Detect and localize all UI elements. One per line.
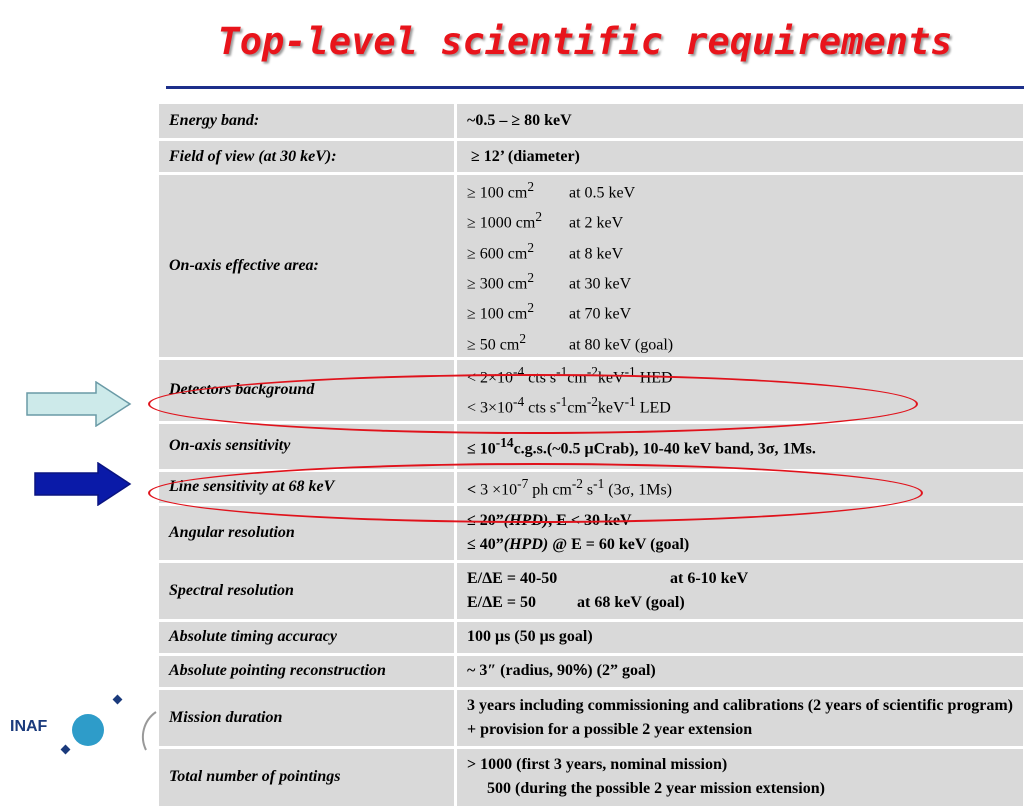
area-line: ≥ 100 $cm^2$ at 0.5 keV bbox=[467, 175, 1013, 205]
inaf-logo-text: INAF bbox=[10, 718, 47, 736]
row-value: ≤ $10^{-14}c.g.s.(\sim 0.5$ μCrab), 10-40 keV band, 3σ, 1Ms. bbox=[456, 422, 1024, 470]
inaf-logo-icon bbox=[60, 690, 160, 768]
row-label: Absolute timing accuracy bbox=[158, 620, 456, 654]
area-line: ≥ 100 $cm^2$ at 70 keV bbox=[467, 296, 1013, 326]
row-label: Line sensitivity at 68 keV bbox=[158, 470, 456, 504]
requirements-table bbox=[156, 101, 1024, 809]
row-value: ~ 3″ (radius, 90%) (2” goal) bbox=[456, 654, 1024, 688]
row-value: 3 years including commissioning and calibrations (2 years of scientific program) + provision for a possible 2 year extension bbox=[456, 688, 1024, 747]
row-value: > 1000 (first 3 years, nominal mission) 500 (during the possible 2 year mission extension) bbox=[456, 747, 1024, 807]
row-label: On-axis sensitivity bbox=[158, 422, 456, 470]
row-value: 100 μs (50 μs goal) bbox=[456, 620, 1024, 654]
area-line: ≥ 600 $cm^2$ at 8 keV bbox=[467, 236, 1013, 266]
arrow-right-icon bbox=[26, 381, 132, 427]
row-label: On-axis effective area: bbox=[158, 174, 456, 359]
row-value: ~0.5 – ≥ 80 keV bbox=[456, 103, 1024, 140]
table-row bbox=[158, 103, 1024, 140]
row-value: ≤ 20”(HPD), E < 30 keV ≤ 40”(HPD) @ E = 60 keV (goal) bbox=[456, 504, 1024, 561]
page-title: Top-level scientific requirements bbox=[0, 20, 1024, 63]
row-value bbox=[456, 174, 1024, 359]
row-label: Spectral resolution bbox=[158, 561, 456, 620]
table-row bbox=[158, 174, 1024, 359]
row-label: Field of view (at 30 keV): bbox=[158, 140, 456, 174]
row-label: Detectors background bbox=[158, 358, 456, 422]
background-line: < $3\times 10^{-4}$ cts $s^{-1}cm^{-2}keV^{-1}$ LED bbox=[467, 390, 1013, 420]
table-row bbox=[158, 620, 1024, 654]
row-label: Absolute pointing reconstruction bbox=[158, 654, 456, 688]
table-row bbox=[158, 688, 1024, 747]
row-label: Total number of pointings bbox=[158, 747, 456, 807]
table-row bbox=[158, 140, 1024, 174]
background-line: < $2\times 10^{-4}$ cts $s^{-1}cm^{-2}keV^{-1}$ HED bbox=[467, 360, 1013, 390]
highlight-ellipse-sensitivity bbox=[148, 374, 918, 434]
area-line: ≥ 50 $cm^2$ at 80 keV (goal) bbox=[467, 327, 1013, 357]
row-value: ≥ 12’ (diameter) bbox=[456, 140, 1024, 174]
highlight-ellipse-angular bbox=[148, 463, 923, 523]
table-row bbox=[158, 561, 1024, 620]
table-row bbox=[158, 747, 1024, 807]
table-row bbox=[158, 654, 1024, 688]
row-value: E/ΔE = 40-50 at 6-10 keV E/ΔE = 50 at 68 keV (goal) bbox=[456, 561, 1024, 620]
title-underline bbox=[166, 86, 1024, 89]
area-line: ≥ 300 $cm^2$ at 30 keV bbox=[467, 266, 1013, 296]
row-label: Angular resolution bbox=[158, 504, 456, 561]
row-label: Mission duration bbox=[158, 688, 456, 747]
row-label: Energy band: bbox=[158, 103, 456, 140]
row-value: < $3 \times 10^{-7}$ ph $cm^{-2}$ $s^{-1}$ (3σ, 1Ms) bbox=[456, 470, 1024, 504]
area-line: ≥ 1000 $cm^2$ at 2 keV bbox=[467, 205, 1013, 235]
arrow-right-icon bbox=[34, 462, 132, 506]
